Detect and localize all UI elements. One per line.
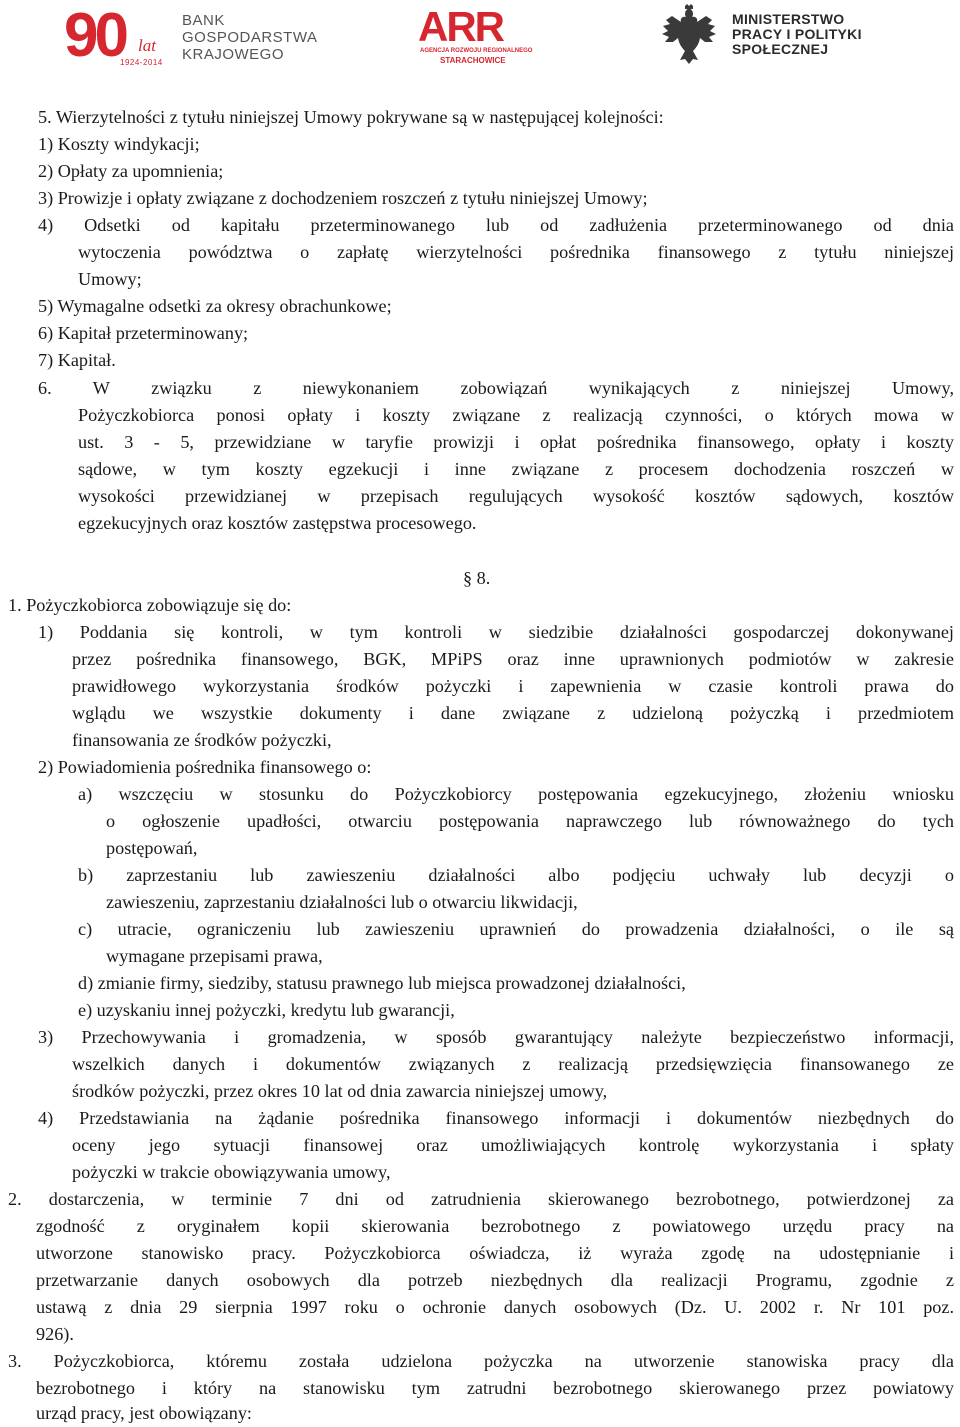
text-line: zgodność z oryginałem kopii skierowania bezrobotnego z powiatowego urzędu pracy na (36, 1216, 954, 1236)
text-line: e) uzyskaniu innej pożyczki, kredytu lub gwarancji, (78, 1000, 455, 1020)
text-line: a) wszczęciu w stosunku do Pożyczkobiorcy postępowania egzekucyjnego, złożeniu wniosku (78, 784, 954, 804)
arr-logo-city: STARACHOWICE (440, 56, 506, 65)
text-line: utworzone stanowisko pracy. Pożyczkobiorca oświadcza, iż wyraża zgodę na udostępnianie i (36, 1243, 954, 1263)
arr-logo-mark: ARR (418, 3, 503, 50)
text-line: 2. dostarczenia, w terminie 7 dni od zatrudnienia skierowanego bezrobotnego, potwierdzonej za (8, 1189, 954, 1209)
text-line: 5. Wierzytelności z tytułu niniejszej Umowy pokrywane są w następującej kolejności: (38, 107, 664, 127)
arr-logo-subtitle: AGENCJA ROZWOJU REGIONALNEGO (420, 48, 533, 54)
text-line: b) zaprzestaniu lub zawieszeniu działalności albo podjęciu uchwały lub decyzji o (78, 865, 954, 885)
text-line: 3. Pożyczkobiorca, któremu została udzielona pożyczka na utworzenie stanowiska pracy dla (8, 1351, 954, 1371)
text-line: zawieszeniu, zaprzestaniu działalności lub o otwarciu likwidacji, (106, 892, 578, 912)
arr-logo (418, 3, 533, 68)
text-line: przetwarzanie danych osobowych dla potrzeb niezbędnych dla realizacji Programu, zgodnie z (36, 1270, 954, 1290)
text-line: ustawą z dnia 29 sierpnia 1997 roku o ochronie danych osobowych (Dz. U. 2002 r. Nr 101 poz. (36, 1297, 954, 1317)
bgk-logo-number: 90 (64, 1, 125, 70)
page-header (0, 0, 960, 90)
text-line: 2) Opłaty za upomnienia; (38, 161, 224, 181)
eagle-emblem-icon (658, 4, 720, 68)
text-line: finansowania ze środków pożyczki, (72, 730, 332, 750)
text-line: 1) Koszty windykacji; (38, 134, 200, 154)
text-line: prawidłowego wykorzystania środków pożyczki i zapewnienia w czasie kontroli prawa do (72, 676, 954, 696)
text-line: oceny jego sytuacji finansowej oraz umożliwiających kontrolę wykorzystania i spłaty (72, 1135, 954, 1155)
text-line: przez pośrednika finansowego, BGK, MPiPS oraz inne uprawnionych podmiotów w zakresie (72, 649, 954, 669)
bgk-logo-name: BANK GOSPODARSTWA KRAJOWEGO (182, 12, 318, 63)
section-heading: § 8. (463, 568, 491, 588)
text-line: 7) Kapitał. (38, 350, 116, 370)
bgk-logo (64, 1, 334, 72)
text-line: 1) Poddania się kontroli, w tym kontroli w siedzibie działalności gospodarczej dokonywanej (38, 622, 954, 642)
text-line: 6. W związku z niewykonaniem zobowiązań wynikających z niniejszej Umowy, (38, 378, 954, 398)
text-line: 1. Pożyczkobiorca zobowiązuje się do: (8, 595, 292, 615)
bgk-logo-years: 1924-2014 (120, 58, 163, 67)
text-line: Umowy; (78, 269, 142, 289)
text-line: urząd pracy, jest obowiązany: (36, 1403, 252, 1423)
text-line: sądowe, w tym koszty egzekucji i inne związane z procesem dochodzenia roszczeń w (78, 459, 954, 479)
text-line: o ogłoszenie upadłości, otwarciu postępowania naprawczego lub równoważnego do tych (106, 811, 954, 831)
text-line: 926). (36, 1324, 74, 1344)
text-line: 5) Wymagalne odsetki za okresy obrachunkowe; (38, 296, 392, 316)
text-line: wszelkich danych i dokumentów związanych z realizacją przedsięwzięcia finansowanego ze (72, 1054, 954, 1074)
text-line: 3) Przechowywania i gromadzenia, w sposób gwarantujący należyte bezpieczeństwo informacji, (38, 1027, 954, 1047)
text-line: 4) Odsetki od kapitału przeterminowanego lub od zadłużenia przeterminowanego od dnia (38, 215, 954, 235)
text-line: postępowań, (106, 838, 198, 858)
text-line: d) zmianie firmy, siedziby, statusu prawnego lub miejsca prowadzonej działalności, (78, 973, 686, 993)
text-line: wymagane przepisami prawa, (106, 946, 323, 966)
text-line: egzekucyjnych oraz kosztów zastępstwa procesowego. (78, 513, 477, 533)
bgk-logo-word: lat (138, 36, 156, 55)
text-line: 4) Przedstawiania na żądanie pośrednika finansowego informacji i dokumentów niezbędnych do (38, 1108, 954, 1128)
text-line: 6) Kapitał przeterminowany; (38, 323, 249, 343)
text-line: 2) Powiadomienia pośrednika finansowego o: (38, 757, 372, 777)
text-line: 3) Prowizje i opłaty związane z dochodzeniem roszczeń z tytułu niniejszej Umowy; (38, 188, 648, 208)
text-line: wytoczenia powództwa o zapłatę wierzytelności pośrednika finansowego z tytułu niniejszej (78, 242, 954, 262)
ministry-logo (658, 4, 898, 72)
text-line: c) utracie, ograniczeniu lub zawieszeniu uprawnień do prowadzenia działalności, o ile są (78, 919, 954, 939)
text-line: Pożyczkobiorca ponosi opłaty i koszty związane z realizacją czynności, o których mowa w (78, 405, 954, 425)
text-line: pożyczki w trakcie obowiązywania umowy, (72, 1162, 391, 1182)
text-line: środków pożyczki, przez okres 10 lat od dnia zawarcia niniejszej umowy, (72, 1081, 608, 1101)
text-line: wglądu we wszystkie dokumenty i dane związane z udzieloną pożyczką i przedmiotem (72, 703, 954, 723)
text-line: ust. 3 - 5, przewidziane w taryfie prowizji i opłat pośrednika finansowego, opłaty i koszty (78, 432, 954, 452)
text-line: bezrobotnego i który na stanowisku tym zatrudni bezrobotnego skierowanego przez powiatowy (36, 1378, 954, 1398)
text-line: wysokości przewidzianej w przepisach regulujących wysokość kosztów sądowych, kosztów (78, 486, 954, 506)
ministry-logo-name: MINISTERSTWO PRACY I POLITYKI SPOŁECZNEJ (732, 11, 862, 57)
